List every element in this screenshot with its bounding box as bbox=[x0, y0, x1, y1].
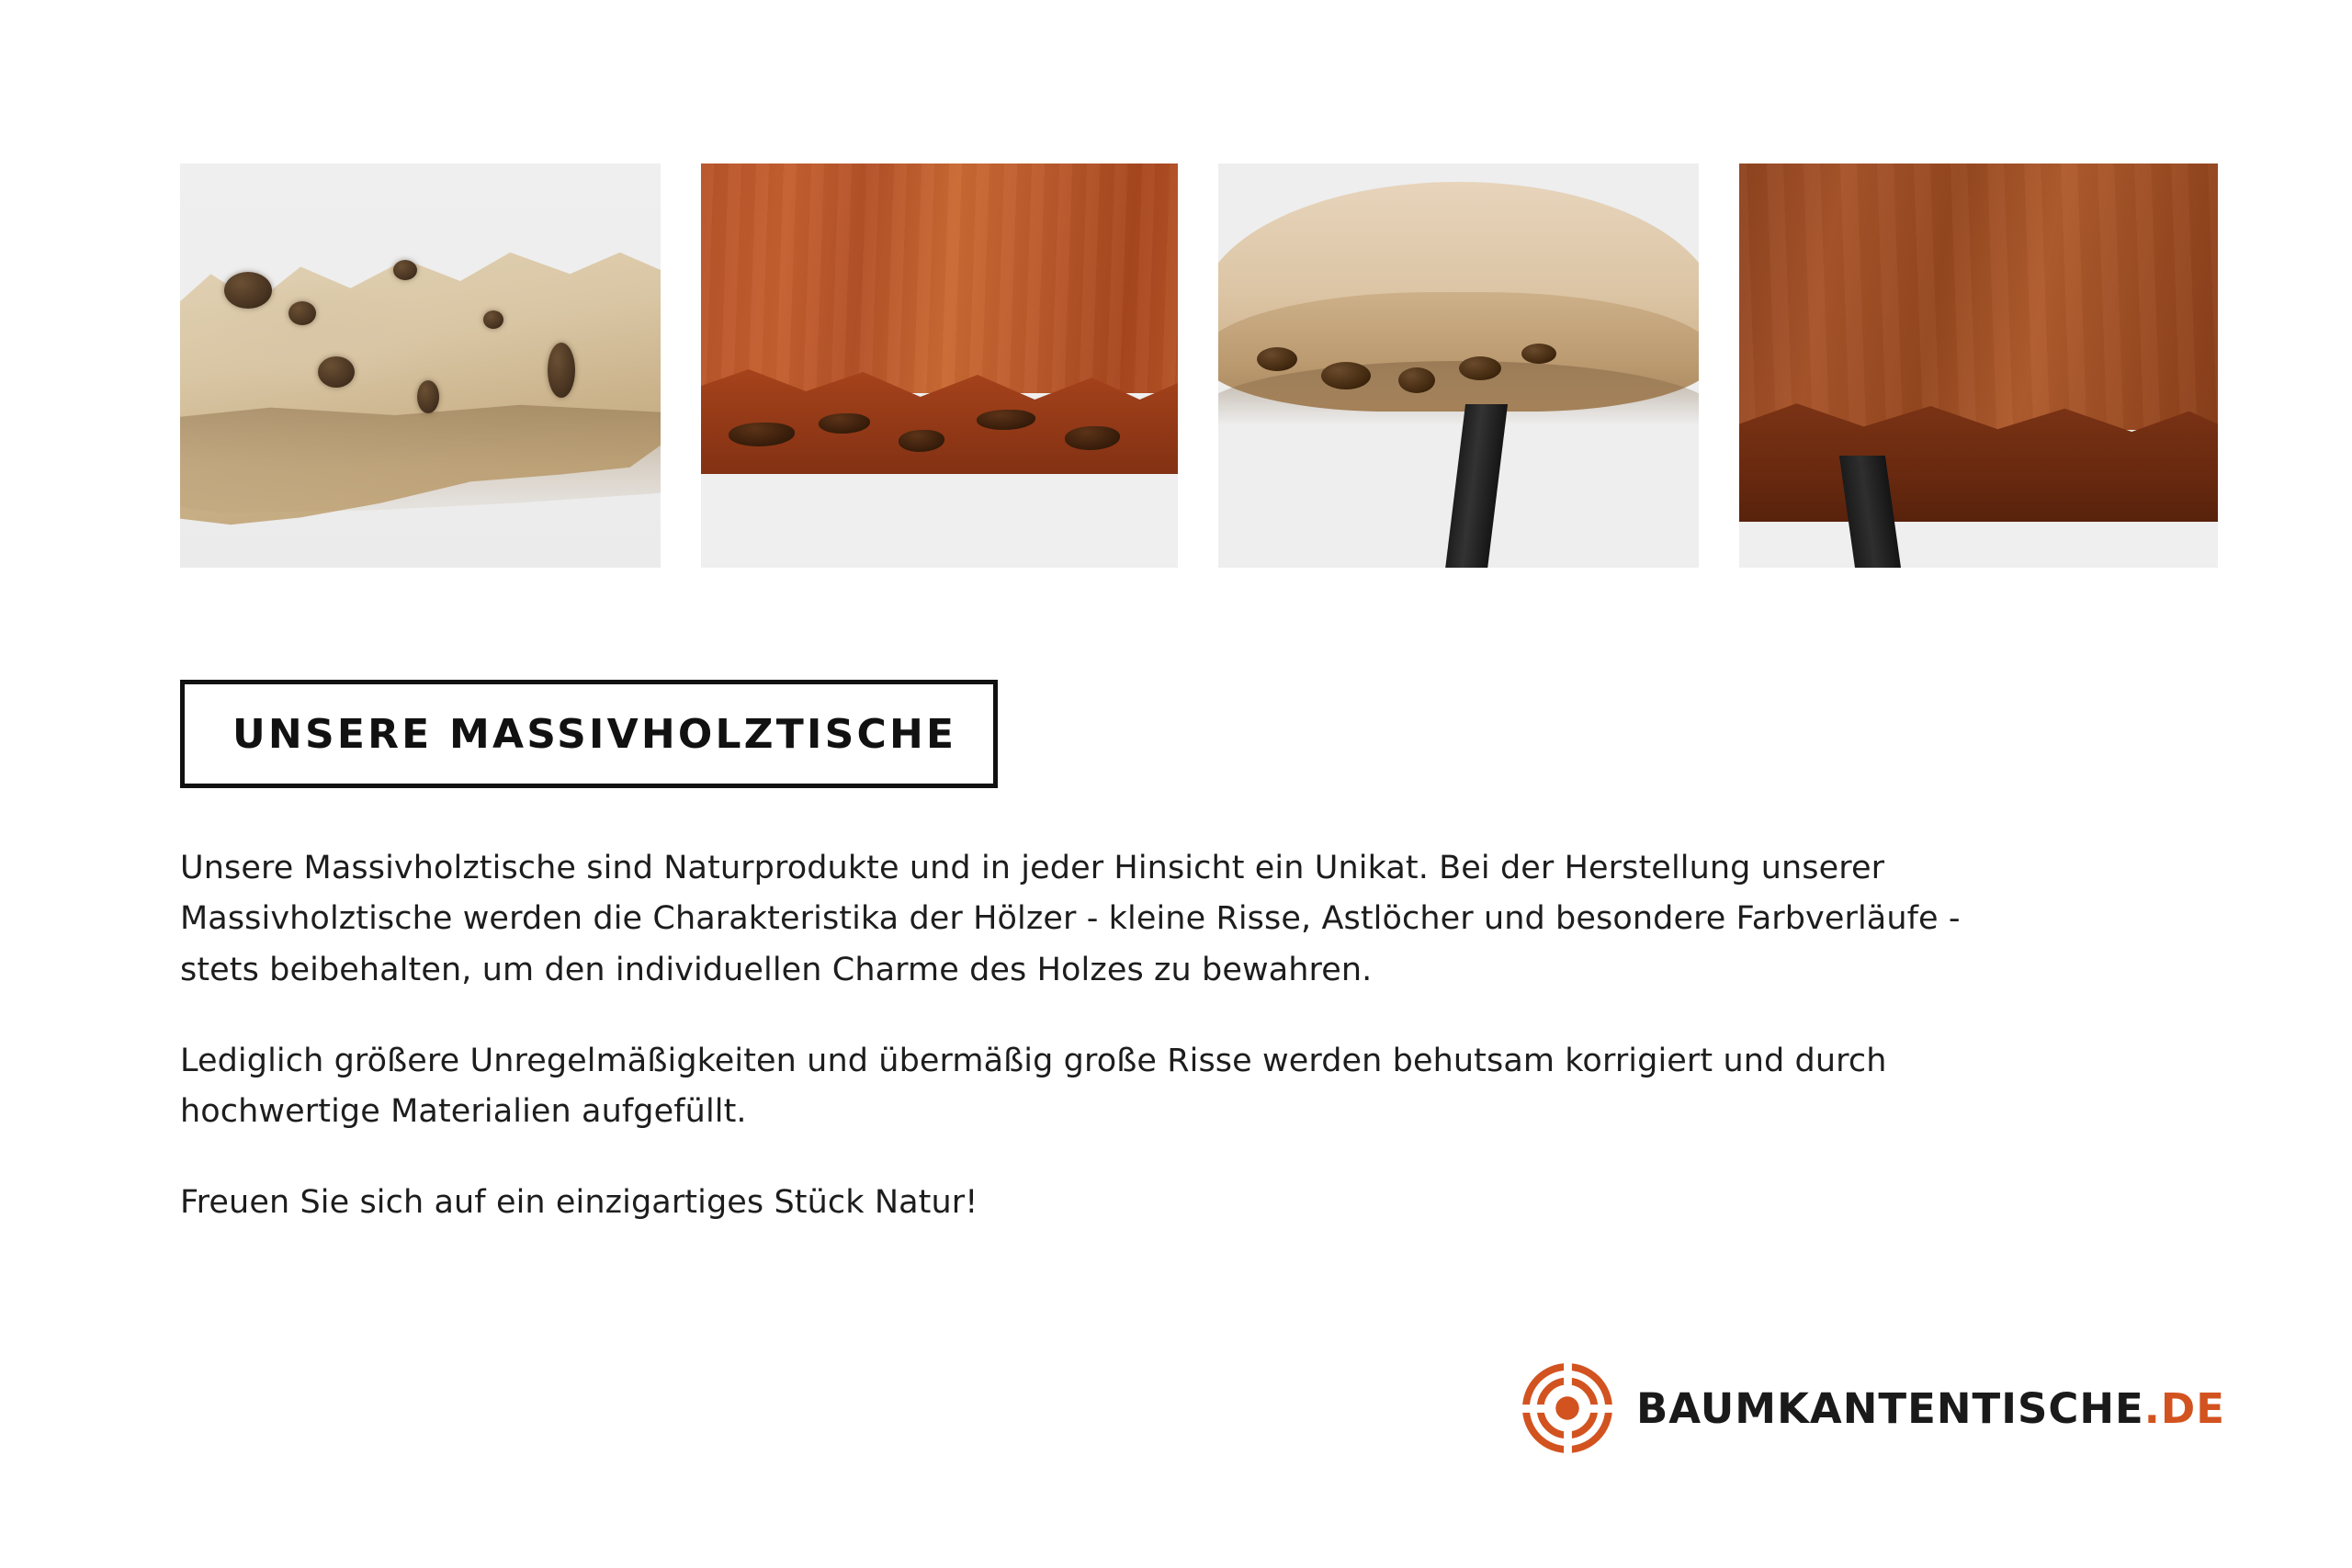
photo-floor bbox=[701, 474, 1178, 568]
paragraph-3: Freuen Sie sich auf ein einzigartiges Stück Natur! bbox=[180, 1184, 978, 1222]
body-copy bbox=[180, 843, 2045, 1229]
product-photo-1 bbox=[180, 164, 661, 568]
paragraph-2: Lediglich größere Unregelmäßigkeiten und übermäßig große Risse werden behutsam korrigiert und durch hochwertige Materialien aufgefüllt. bbox=[180, 1042, 1887, 1131]
section-heading-box bbox=[180, 680, 998, 788]
product-photo-3 bbox=[1218, 164, 1699, 568]
knot-hole bbox=[417, 380, 439, 413]
photo-strip bbox=[180, 164, 2224, 568]
knot-hole bbox=[1257, 347, 1297, 371]
knot-hole bbox=[1521, 344, 1556, 364]
brand-wordmark bbox=[1636, 1384, 2225, 1433]
knot-hole bbox=[483, 310, 503, 329]
table-top-surface bbox=[701, 164, 1178, 393]
knot-hole bbox=[1321, 362, 1371, 389]
knot-hole bbox=[1398, 367, 1435, 393]
knot-hole bbox=[318, 356, 355, 388]
brand-tld: .DE bbox=[2143, 1383, 2225, 1433]
product-photo-4 bbox=[1739, 164, 2218, 568]
knot-hole bbox=[288, 301, 316, 325]
brand-logo bbox=[1522, 1363, 2225, 1453]
knot-hole bbox=[548, 343, 575, 398]
table-top-surface bbox=[1739, 164, 2218, 430]
baumkantentische-roundel-icon bbox=[1522, 1363, 1612, 1453]
paragraph-1: Unsere Massivholztische sind Naturprodukte und in jeder Hinsicht ein Unikat. Bei der Herstellung unserer Massivholztische werden die Charakteristika der Hölzer - kleine Risse, Astlöcher und besondere Farbverläufe - stets beibehalten, um den individuellen Charme des Holzes zu bewahren. bbox=[180, 850, 1961, 988]
knot-hole bbox=[224, 272, 272, 309]
brand-name: BAUMKANTENTISCHE bbox=[1636, 1383, 2144, 1433]
knot-hole bbox=[1459, 356, 1501, 380]
product-photo-2 bbox=[701, 164, 1178, 568]
knot-hole bbox=[393, 260, 417, 280]
page-title: UNSERE MASSIVHOLZTISCHE bbox=[232, 710, 957, 758]
